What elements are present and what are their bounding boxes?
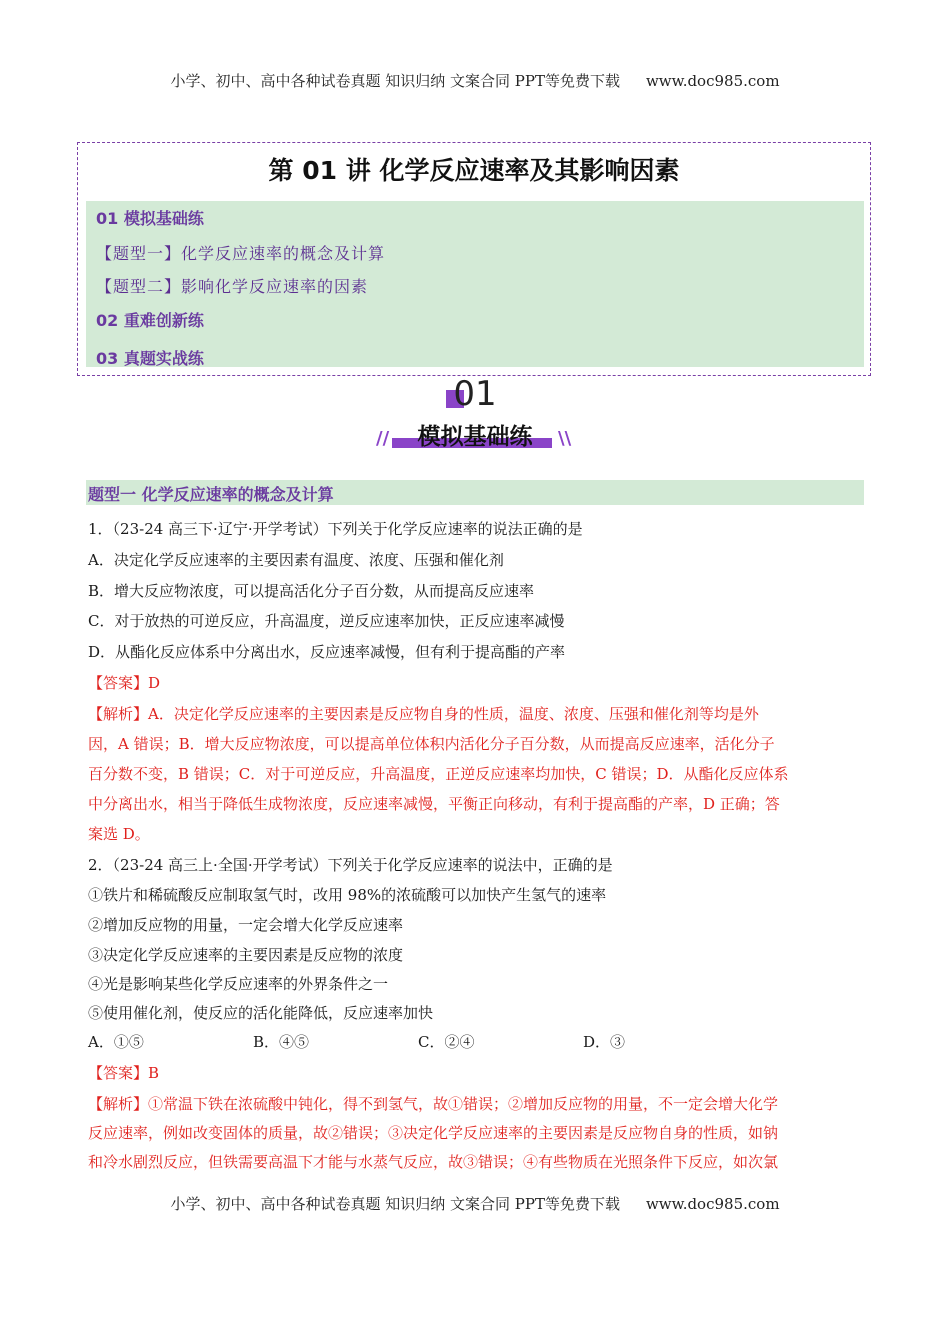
q1-analysis-line: 因，A 错误；B．增大反应物浓度，可以提高单位体积内活化分子百分数，从而提高反应速率，活化分子 (88, 735, 775, 753)
q1-analysis-line: 【解析】A．决定化学反应速率的主要因素是反应物自身的性质，温度、浓度、压强和催化剂等均是外 (88, 705, 759, 723)
footer-site[interactable]: www.doc985.com (645, 1195, 780, 1213)
toc-section-1[interactable]: 01 模拟基础练 (96, 209, 204, 228)
q2-option-c: C．②④ (418, 1033, 475, 1051)
q1-analysis-line: 中分离出水，相当于降低生成物浓度，反应速率减慢，平衡正向移动，有利于提高酯的产率，D 正确；答 (88, 795, 780, 813)
q2-statement-5: ⑤使用催化剂，使反应的活化能降低，反应速率加快 (88, 1004, 434, 1022)
q2-answer: 【答案】B (88, 1064, 160, 1082)
section-title: 模拟基础练 (417, 424, 533, 450)
q2-stem: 2．（23-24 高三上·全国·开学考试）下列关于化学反应速率的说法中，正确的是 (88, 856, 613, 874)
q2-option-b: B．④⑤ (253, 1033, 310, 1051)
type-heading: 题型一 化学反应速率的概念及计算 (88, 485, 334, 504)
q1-option-d: D．从酯化反应体系中分离出水，反应速率减慢，但有利于提高酯的产率 (88, 643, 566, 661)
q2-option-a: A．①⑤ (88, 1033, 144, 1051)
q2-statement-1: ①铁片和稀硫酸反应制取氢气时，改用 98%的浓硫酸可以加快产生氢气的速率 (88, 886, 607, 904)
toc-list (86, 201, 864, 367)
toc-box (77, 142, 871, 376)
q1-option-b: B．增大反应物浓度，可以提高活化分子百分数，从而提高反应速率 (88, 582, 535, 600)
header-site[interactable]: www.doc985.com (645, 72, 780, 90)
q1-option-c: C．对于放热的可逆反应，升高温度，逆反应速率加快，正反应速率减慢 (88, 612, 565, 630)
toc-type-2[interactable]: 【题型二】影响化学反应速率的因素 (96, 277, 369, 296)
toc-section-2[interactable]: 02 重难创新练 (96, 311, 204, 330)
q2-statement-3: ③决定化学反应速率的主要因素是反应物的浓度 (88, 946, 404, 964)
q1-option-a: A．决定化学反应速率的主要因素有温度、浓度、压强和催化剂 (88, 551, 504, 569)
section-number: 01 (453, 374, 497, 414)
q2-option-d: D．③ (583, 1033, 626, 1051)
q1-answer: 【答案】D (88, 674, 161, 692)
type-heading-bar (86, 480, 864, 505)
q2-analysis-line: 【解析】①常温下铁在浓硫酸中钝化，得不到氢气，故①错误；②增加反应物的用量，不一定会增大化学 (88, 1095, 779, 1113)
q2-analysis-line: 和冷水剧烈反应，但铁需要高温下才能与水蒸气反应，故③错误；④有些物质在光照条件下反应，如次氯 (88, 1153, 779, 1171)
page-footer (0, 1193, 950, 1214)
toc-section-3[interactable]: 03 真题实战练 (96, 349, 204, 368)
slash-right-icon: \\ (558, 428, 572, 449)
slash-left-icon: // (376, 428, 390, 449)
q1-analysis-line: 百分数不变，B 错误；C．对于可逆反应，升高温度，正逆反应速率均加快，C 错误；D．从酯化反应体系 (88, 765, 789, 783)
q1-analysis-line: 案选 D。 (88, 825, 150, 843)
toc-type-1[interactable]: 【题型一】化学反应速率的概念及计算 (96, 244, 386, 263)
header-text: 小学、初中、高中各种试卷真题 知识归纳 文案合同 PPT等免费下载 (170, 72, 620, 90)
lecture-title: 第 01 讲 化学反应速率及其影响因素 (268, 156, 680, 185)
q2-statement-2: ②增加反应物的用量，一定会增大化学反应速率 (88, 916, 404, 934)
q2-analysis-line: 反应速率，例如改变固体的质量，故②错误；③决定化学反应速率的主要因素是反应物自身的性质，如钠 (88, 1124, 779, 1142)
footer-text: 小学、初中、高中各种试卷真题 知识归纳 文案合同 PPT等免费下载 (170, 1195, 620, 1213)
page-header (0, 70, 950, 91)
q2-statement-4: ④光是影响某些化学反应速率的外界条件之一 (88, 975, 389, 993)
q1-stem: 1．（23-24 高三下·辽宁·开学考试）下列关于化学反应速率的说法正确的是 (88, 520, 583, 538)
